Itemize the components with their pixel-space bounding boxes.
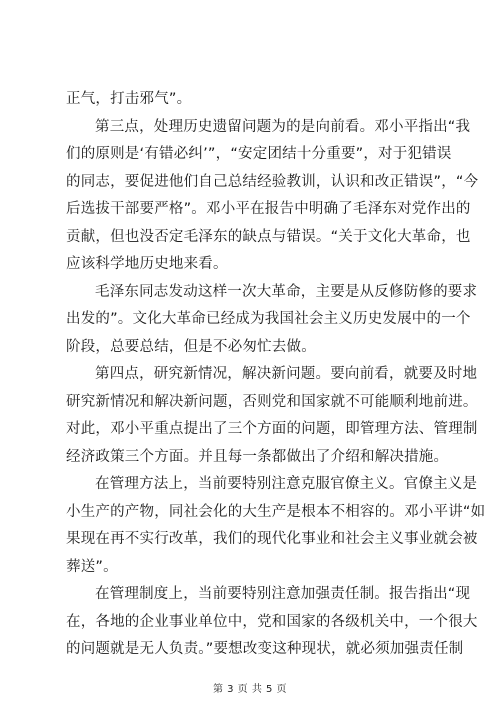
text-line: 研究新情况和解决新问题，否则党和国家就不可能顺利地前进。 [66,393,478,410]
text-line: 果现在再不实行改革，我们的现代化事业和社会主义事业就会被 [66,531,478,547]
text-line: 阶段，总要总结，但是不必匆忙去做。 [66,338,316,355]
body-text [66,86,486,664]
text-line: 第四点，研究新情况，解决新问题。要向前看，就要及时地 [95,366,478,382]
page-footer: 第 3 页 共 5 页 [212,684,288,695]
text-line: 正气，打击邪气”。 [66,91,192,107]
text-line: 的同志，要促进他们自己总结经验教训，认识和改正错误”，“今 [66,173,479,190]
text-line: 经济政策三个方面。并且每一条都做出了介绍和解决措施。 [66,448,449,465]
text-line: 们的原则是‘有错必纠’”，“安定团结十分重要”，对于犯错误 [66,146,452,162]
text-line: 葬送”。 [66,558,118,575]
text-line: 对此，邓小平重点提出了三个方面的问题，即管理方法、管理制 [66,421,478,437]
text-line: 小生产的产物，同社会化的大生产是根本不相容的。邓小平讲“如 [66,503,486,520]
text-line: 在管理制度上，当前要特别注意加强责任制。报告指出“现 [95,586,471,602]
text-line: 贡献，但也没否定毛泽东的缺点与错误。“关于文化大革命，也 [66,228,471,245]
text-line: 在管理方法上，当前要特别注意克服官僚主义。官僚主义是 [95,476,478,492]
text-line: 应该科学地历史地来看。 [66,256,228,272]
text-line: 在，各地的企业事业单位中，党和国家的各级机关中，一个很大 [66,613,478,630]
text-line: 毛泽东同志发动这样一次大革命，主要是从反修防修的要求 [95,283,478,300]
text-line: 第三点，处理历史遗留问题为的是向前看。邓小平指出“我 [95,118,471,135]
text-line: 的问题就是无人负责。”要想改变这种现状，就必须加强责任制 [66,641,464,657]
text-line: 出发的”。文化大革命已经成为我国社会主义历史发展中的一个 [66,311,471,327]
text-line: 后选拔干部要严格”。邓小平在报告中明确了毛泽东对党作出的 [66,201,471,217]
